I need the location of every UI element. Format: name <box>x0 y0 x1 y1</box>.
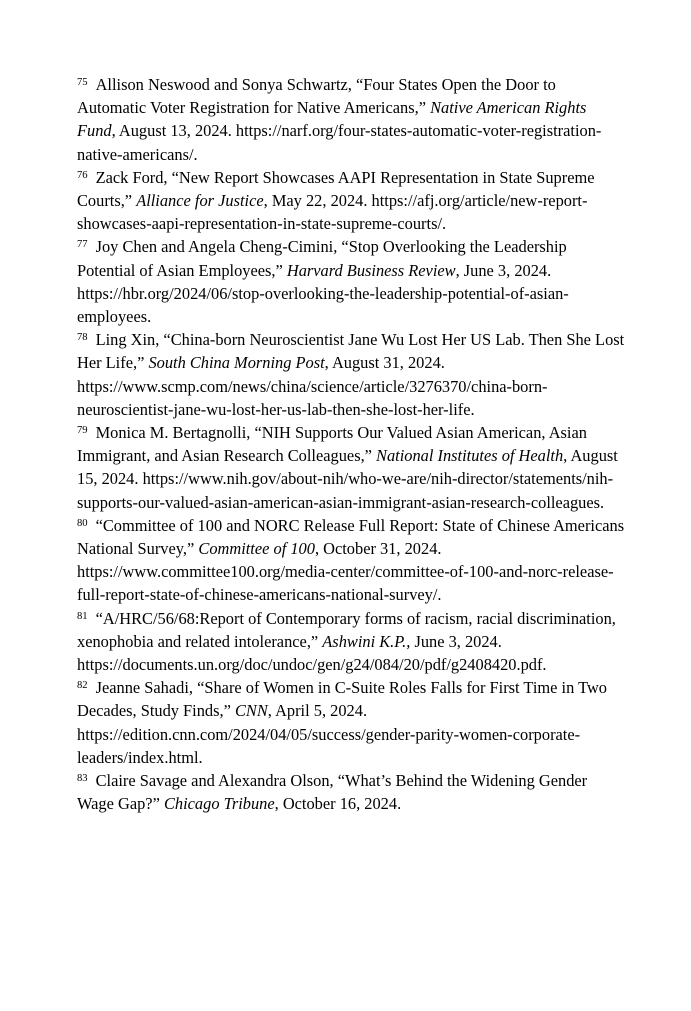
footnote-citation-text: Claire Savage and Alexandra Olson, “What’s Behind the Widening Gender Wage Gap?” <box>77 771 588 814</box>
footnote <box>77 166 627 236</box>
footnote <box>77 514 627 607</box>
footnote-citation-text: , August 31, 2024. <box>324 353 445 373</box>
footnote-url: https://www.scmp.com/news/china/science/article/3276370/china-born-neuroscientist-jane-wu-lost-her-us-lab-then-she-lost-her-life. <box>77 376 548 419</box>
footnote <box>77 73 627 166</box>
footnote-citation-text: “Committee of 100 and NORC Release Full Report: State of Chinese Americans National Survey,” <box>77 515 625 559</box>
footnote-source-title: Harvard Business Review <box>286 260 456 280</box>
footnote-citation-text: , June 3, 2024. <box>455 260 552 280</box>
footnote-citation-text: Joy Chen and Angela Cheng-Cimini, “Stop Overlooking the Leadership Potential of Asian Employees,” <box>77 237 567 280</box>
footnote-text <box>77 516 624 605</box>
footnote-text <box>77 330 624 419</box>
footnote-citation-text: Jeanne Sahadi, “Share of Women in C-Suite Roles Falls for First Time in Two Decades, Study Finds,” <box>77 678 607 721</box>
footnote <box>77 421 627 514</box>
footnote-source-title: Committee of 100 <box>198 539 315 559</box>
footnote-number: 81 <box>77 610 88 622</box>
footnote-number: 75 <box>77 77 88 88</box>
footnote-url: https://hbr.org/2024/06/stop-overlooking-the-leadership-potential-of-asian-employees. <box>77 283 569 327</box>
footnote-text <box>77 168 595 233</box>
footnote-source-title: South China Morning Post <box>148 353 325 373</box>
footnote-citation-text: Monica M. Bertagnolli, “NIH Supports Our Valued Asian American, Asian Immigrant, and Asian Research Colleagues,” <box>77 423 587 466</box>
footnote-url: https://afj.org/article/new-report-showcases-aapi-representation-in-state-supreme-courts/. <box>77 191 588 234</box>
footnote-number: 78 <box>77 332 88 344</box>
footnote <box>77 676 627 769</box>
footnote-citation-text: Zack Ford, “New Report Showcases AAPI Representation in State Supreme Courts,” <box>77 167 595 211</box>
footnote-text <box>77 678 607 767</box>
footnote-number: 83 <box>77 773 88 785</box>
footnote-source-title: Native American Rights Fund <box>77 98 587 141</box>
footnote-citation-text: , October 16, 2024. <box>274 794 402 814</box>
footnote-source-title: Chicago Tribune <box>163 794 275 814</box>
footnote <box>77 328 627 421</box>
footnote-source-title: Alliance for Justice <box>136 191 264 211</box>
footnote-citation-text: , May 22, 2024. <box>263 191 372 211</box>
footnote <box>77 235 627 328</box>
footnote-url: https://www.committee100.org/media-center/committee-of-100-and-norc-release-full-report-state-of-chinese-americans-national-survey/. <box>77 562 614 605</box>
footnote-citation-text: Ling Xin, “China-born Neuroscientist Jane Wu Lost Her US Lab. Then She Lost Her Life,” <box>77 330 625 373</box>
footnote-citation-text: , October 31, 2024. <box>314 539 442 559</box>
footnote-citation-text: , August 13, 2024. <box>111 121 236 141</box>
footnote-text <box>77 609 616 674</box>
footnote-url: https://www.nih.gov/about-nih/who-we-are/nih-director/statements/nih-supports-our-valued-asian-american-asian-immigrant-asian-research-colleagues. <box>77 469 614 512</box>
footnote-citation-text: June 3, 2024. <box>410 631 502 651</box>
footnotes-section <box>77 73 627 816</box>
footnote <box>77 769 627 815</box>
footnote-citation-text: , August 15, 2024. <box>77 446 618 489</box>
footnote-url: https://edition.cnn.com/2024/04/05/success/gender-parity-women-corporate-leaders/index.html. <box>77 724 581 767</box>
footnote-number: 77 <box>77 239 88 251</box>
footnote-number: 82 <box>77 680 88 692</box>
footnote-url: https://documents.un.org/doc/undoc/gen/g24/084/20/pdf/g2408420.pdf. <box>77 655 547 675</box>
footnote-source-title: National Institutes of Health <box>376 446 564 466</box>
footnote-citation-text: , April 5, 2024. <box>267 701 368 721</box>
footnote-url: https://narf.org/four-states-automatic-voter-registration-native-americans/. <box>77 121 602 164</box>
footnote-source-title: CNN <box>234 701 268 721</box>
footnote-number: 80 <box>77 517 88 529</box>
footnote-text <box>77 771 587 813</box>
footnote-text <box>77 423 618 512</box>
footnote-source-title: Ashwini K.P., <box>322 631 411 651</box>
footnote-number: 76 <box>77 169 88 181</box>
footnote-citation-text: “A/HRC/56/68:Report of Contemporary forms of racism, racial discrimination, xenophobia and related intolerance,” <box>77 608 616 651</box>
footnote-text <box>77 75 601 164</box>
footnote-text <box>77 237 569 326</box>
footnote <box>77 607 627 677</box>
footnote-citation-text: Allison Neswood and Sonya Schwartz, “Four States Open the Door to Automatic Voter Registration for Native Americans,” <box>77 75 556 118</box>
footnote-number: 79 <box>77 425 88 437</box>
